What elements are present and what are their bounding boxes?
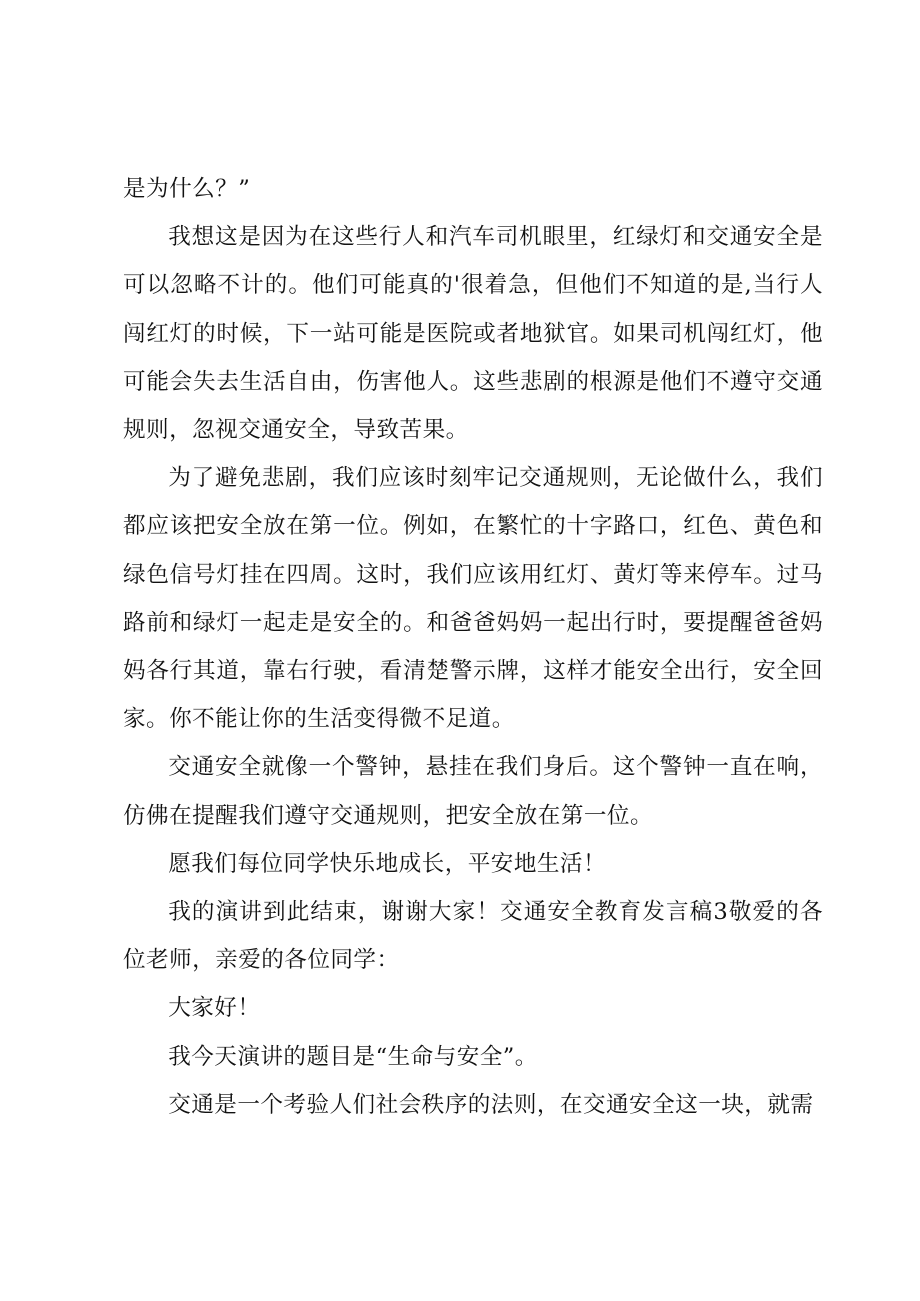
document-body (123, 165, 823, 1129)
paragraph: 交通安全就像一个警钟，悬挂在我们身后。这个警钟一直在响，仿佛在提醒我们遵守交通规则，把安全放在第一位。 (123, 754, 823, 829)
paragraph-speech-topic: 我今天演讲的题目是“生命与安全”。 (168, 1043, 538, 1070)
paragraph: 我想这是因为在这些行人和汽车司机眼里，红绿灯和交通安全是可以忽略不计的。他们可能真的'很着急，但他们不知道的是,当行人闯红灯的时候，下一站可能是医院或者地狱官。如果司机闯红灯，他可能会失去生活自由，伤害他人。这些悲剧的根源是他们不遵守交通规则，忽视交通安全，导致苦果。 (123, 224, 823, 444)
paragraph-continuation: 是为什么？” (123, 176, 251, 202)
paragraph: 交通是一个考验人们社会秩序的法则，在交通安全这一块，就需 (168, 1091, 814, 1118)
paragraph-greeting: 大家好！ (168, 995, 261, 1022)
paragraph: 我的演讲到此结束，谢谢大家！交通安全教育发言稿3敬爱的各位老师，亲爱的各位同学： (123, 899, 823, 974)
paragraph: 为了避免悲剧，我们应该时刻牢记交通规则，无论做什么，我们都应该把安全放在第一位。例如，在繁忙的十字路口，红色、黄色和绿色信号灯挂在四周。这时，我们应该用红灯、黄灯等来停车。过马路前和绿灯一起走是安全的。和爸爸妈妈一起出行时，要提醒爸爸妈妈各行其道，靠右行驶，看清楚警示牌，这样才能安全出行，安全回家。你不能让你的生活变得微不足道。 (123, 465, 823, 733)
paragraph: 愿我们每位同学快乐地成长，平安地生活！ (168, 850, 607, 877)
